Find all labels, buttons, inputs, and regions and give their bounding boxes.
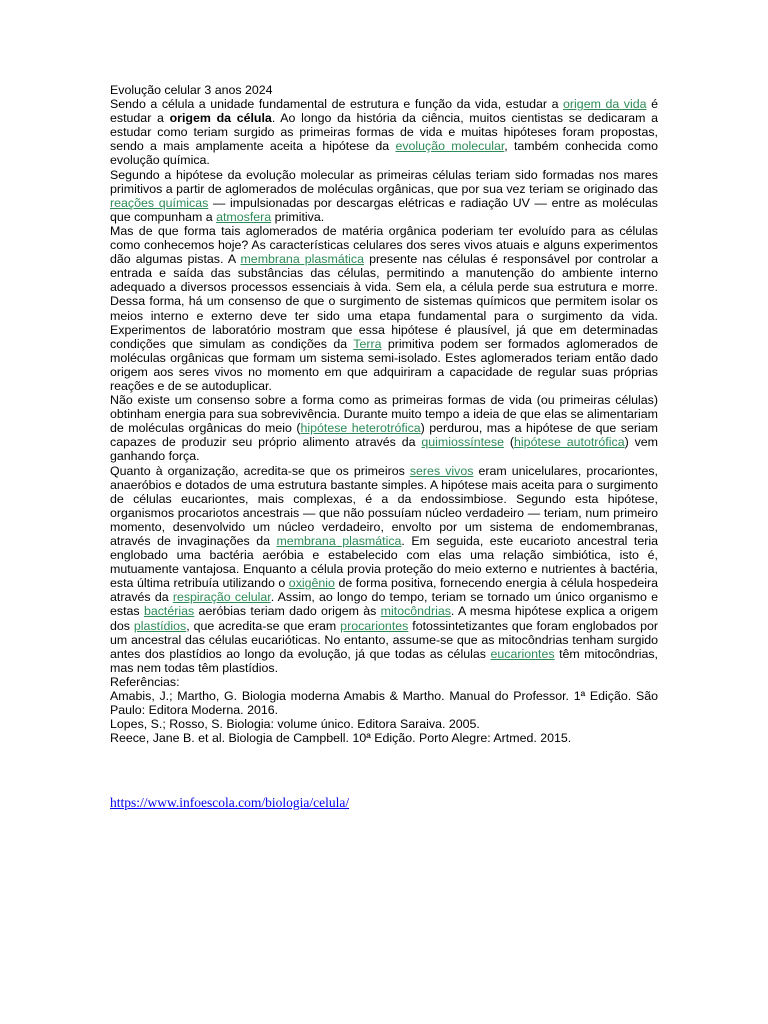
link-membrana-plasmatica-2[interactable]: membrana plasmática bbox=[276, 534, 402, 548]
paragraph-membrana bbox=[110, 224, 658, 393]
link-hipotese-heterotrofica[interactable]: hipótese heterotrófica bbox=[300, 421, 421, 436]
paragraph-intro bbox=[110, 97, 658, 167]
link-terra[interactable]: Terra bbox=[353, 336, 382, 351]
text: primitiva. bbox=[271, 209, 325, 224]
text: aeróbias teriam dado origem às bbox=[194, 604, 381, 619]
link-quimiossintese[interactable]: quimiossíntese bbox=[421, 435, 505, 450]
text: . Ao longo da história da ciência, muitos cientistas se dedicaram a estudar como teriam surgido as primeiras formas de vida e muitas hipóteses foram propostas, sendo a mais amplamente aceita a hipótese da bbox=[110, 111, 658, 154]
text: ) perdurou, mas a hipótese de que seriam capazes de produzir seu próprio alimento através da bbox=[110, 421, 658, 450]
text: têm mitocôndrias, mas nem todas têm plastídios. bbox=[110, 646, 658, 675]
text: . Assim, ao longo do tempo, teriam se tornado um único organismo e estas bbox=[110, 590, 658, 619]
text: — impulsionadas por descargas elétricas e radiação UV — entre as moléculas que compunham a bbox=[110, 195, 658, 224]
text: ) vem ganhando força. bbox=[110, 435, 658, 464]
text: Mas de que forma tais aglomerados de matéria orgânica poderiam ter evoluído para as células como conhecemos hoje? As características celulares dos seres vivos atuais e alguns experimentos dão algumas pistas. A bbox=[110, 223, 658, 267]
link-mitocondrias[interactable]: mitocôndrias bbox=[380, 604, 451, 619]
references-title: Referências: bbox=[110, 674, 180, 689]
text: é estudar a bbox=[110, 97, 658, 126]
link-eucariontes[interactable]: eucariontes bbox=[490, 646, 555, 661]
text: eram unicelulares, procariontes, anaeróbios e dotados de uma estrutura bastante simples. A hipótese mais aceita para o surgimento de células eucariontes, mais complexas, é a da endossimbiose. Segundo esta hipótese, organismos procariotos ancestrais — que não possuíam núcleo verdadeiro — teriam, num primeiro momento, desenvolvido um núcleo verdadeiro, envolto por um sistema de endomembranas, através de invaginações da bbox=[110, 463, 658, 548]
link-bacterias[interactable]: bactérias bbox=[143, 604, 195, 619]
link-respiracao-celular[interactable]: respiração celular bbox=[172, 590, 271, 605]
text: primitiva podem ser formados aglomerados de moléculas orgânicas que formam um sistema semi-isolado. Estes aglomerados teriam então dado origem aos seres vivos no momento em que adquiriram a capacidade de regular suas próprias reações e de se autoduplicar. bbox=[110, 336, 658, 393]
text: ( bbox=[504, 435, 515, 450]
link-origem-da-vida[interactable]: origem da vida bbox=[563, 97, 647, 112]
link-atmosfera[interactable]: atmosfera bbox=[216, 209, 272, 224]
reference-item: Lopes, S.; Rosso, S. Biologia: volume único. Editora Saraiva. 2005. bbox=[110, 717, 480, 732]
text: , que acredita-se que eram bbox=[186, 618, 341, 633]
text: . A mesma hipótese explica a origem dos bbox=[110, 604, 659, 633]
link-seres-vivos[interactable]: seres vivos bbox=[409, 463, 474, 478]
text: fotossintetizantes que foram englobados por um ancestral das células eucarióticas. No entanto, assume-se que as mitocôndrias tenham surgido antes dos plastídios ao longo da evolução, já que todas as células bbox=[110, 618, 659, 661]
document-heading: Evolução celular 3 anos 2024 bbox=[110, 83, 273, 97]
link-membrana-plasmatica[interactable]: membrana plasmática bbox=[240, 252, 364, 267]
text: Quanto à organização, acredita-se que os primeiros bbox=[110, 463, 410, 478]
source-url-link[interactable]: https://www.infoescola.com/biologia/celula/ bbox=[110, 795, 350, 810]
link-reacoes-quimicas[interactable]: reações químicas bbox=[110, 195, 209, 210]
reference-item: Amabis, J.; Martho, G. Biologia moderna Amabis & Martho. Manual do Professor. 1ª Edição. São Paulo: Editora Moderna. 2016. bbox=[110, 689, 658, 718]
reference-item: Reece, Jane B. et al. Biologia de Campbell. 10ª Edição. Porto Alegre: Artmed. 2015. bbox=[110, 731, 572, 746]
text: presente nas células é responsável por controlar a entrada e saída das substâncias das células, permitindo a manutenção do ambiente interno adequado a diversos processos essenciais à vida. Sem ela, a célula perde sua estrutura e morre. Dessa forma, há um consenso de que o surgimento de sistemas químicos que permitem isolar os meios interno e externo deve ter sido uma etapa fundamental para o surgimento da vida. Experimentos de laboratório mostram que essa hipótese é plausível, já que em determinadas condições que simulam as condições da bbox=[110, 252, 658, 351]
link-evolucao-molecular[interactable]: evolução molecular bbox=[395, 139, 505, 154]
text: , também conhecida como evolução química. bbox=[110, 139, 658, 168]
text: de forma positiva, fornecendo energia à célula hospedeira através da bbox=[110, 576, 658, 605]
text: Sendo a célula a unidade fundamental de estrutura e função da vida, estudar a bbox=[110, 97, 564, 112]
link-plastidios[interactable]: plastídios bbox=[133, 618, 187, 633]
text: . Em seguida, este eucarioto ancestral teria englobado uma bactéria aeróbia e estabelecido com elas uma relação simbiótica, isto é, mutuamente vantajosa. Enquanto a célula provia proteção do meio externo e nutrientes à bactéria, esta última retribuía utilizando o bbox=[110, 534, 658, 591]
text: Não existe um consenso sobre a forma como as primeiras formas de vida (ou primeiras células) obtinham energia para sua sobrevivência. Durante muito tempo a ideia de que elas se alimentariam de moléculas orgânicas do meio ( bbox=[110, 393, 658, 436]
bold-origem-da-celula: origem da célula bbox=[169, 111, 272, 126]
link-hipotese-autotrofica[interactable]: hipótese autotrófica bbox=[514, 435, 625, 450]
paragraph-organizacao bbox=[110, 464, 658, 675]
link-procariontes[interactable]: procariontes bbox=[340, 618, 409, 633]
paragraph-hipotese bbox=[110, 168, 658, 224]
link-oxigenio[interactable]: oxigênio bbox=[288, 576, 335, 591]
text: Segundo a hipótese da evolução molecular as primeiras células teriam sido formadas nos mares primitivos a partir de aglomerados de moléculas orgânicas, que por sua vez teriam se originado das bbox=[110, 167, 658, 196]
document-body bbox=[110, 83, 658, 745]
paragraph-energia bbox=[110, 393, 658, 463]
